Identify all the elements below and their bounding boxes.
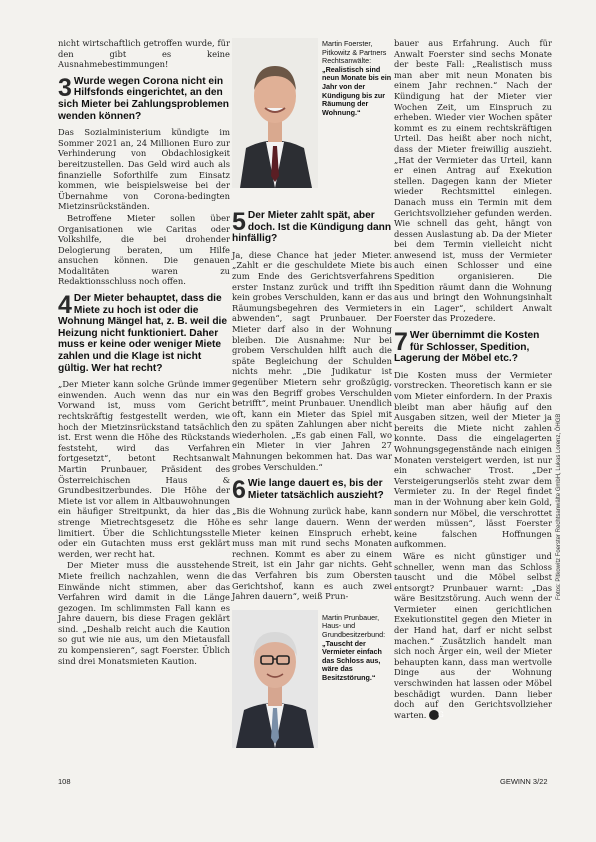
answer-6-paragraph: „Bis die Wohnung zurück habe, kann es sehr lange dauern. Wenn der Mieter keinen Einspruch erhebt, muss man mit rund sechs Monaten rechnen. Kommt es aber zu einem Streit, ist ein Jahr gar nichts. Geht das Verfahren bis zum Obersten Gerichtshof, kann es auch zwei Jahren dauern“, weiß Prun-	[232, 506, 392, 602]
foerster-caption	[322, 40, 392, 117]
foerster-caption-name: Martin Foerster, Pitkowitz & Partners Rechtsanwälte:	[322, 39, 387, 66]
answer-5-paragraph: Ja, diese Chance hat jeder Mieter. „Zahlt er die geschuldete Miete bis zum Ende des Gerichtsverfahrens erster Instanz zurück und trifft ihn kein grobes Verschulden, kann er das Räumungsbegehren des Vermieters abwenden“, sagt Prunbauer. Der Mieter darf also in der Wohnung bleiben. Die Ausnahme: Nur bei grobem Verschulden hilft auch die späte Begleichung der Schulden nichts mehr. „Die Judikatur ist gegenüber Mietern sehr großzügig, was den Begriff grobes Verschulden betrifft“, meint Prunbauer. Unendlich oft, kann ein Mieter das Spiel mit den zu späten Zahlungen aber nicht wiederholen. „Es gab einen Fall, wo ein Mieter in vier Jahren 27 Mahnungen bekommen hat. Das war grobes Verschulden.“	[232, 249, 392, 472]
question-3-text: Wurde wegen Corona nicht ein Hilfsfonds eingerichtet, an den sich Mieter bei Zahlungsproblemen wenden können?	[58, 75, 229, 122]
column-2	[232, 38, 392, 748]
question-5-text: Der Mieter zahlt spät, aber doch. Ist die Kündigung dann hinfällig?	[232, 210, 392, 245]
question-4-text: Der Mieter behauptet, dass die Miete zu hoch ist oder die Wohnung Mängel hat, z. B. weil die Heizung nicht funktioniert. Daher muss er keine oder weniger Miete zahlen und die Klage ist nicht gültig. Wer hat recht?	[58, 293, 228, 374]
photo-credit: Fotos: Pitkowitz Foerster Rechtsanwälte GmbH, Lukas Lorenz, ÖHGB	[556, 413, 562, 600]
prunbauer-caption-name: Martin Prunbauer, Haus- und Grundbesitzerbund:	[322, 612, 386, 639]
prunbauer-caption-quote: „Tauscht der Vermieter einfach das Schloss aus, wäre das Besitzstörung.“	[322, 638, 382, 682]
foerster-photo-box	[232, 38, 392, 188]
page-number: 108	[58, 777, 71, 786]
question-6-number: 6	[232, 476, 246, 505]
column-1	[58, 38, 230, 666]
question-3-number: 3	[58, 73, 72, 102]
answer-3-paragraph-1: Das Sozialministerium kündigte im Sommer 2021 an, 24 Millionen Euro zur Verhinderung von Obdachlosigkeit bereitzustellen. Das Geld wird auch als finanzielle Soforthilfe zum Einsatz kommen, wie beispielsweise bei der Übernahme von Corona-bedingten Mietzinsrückständen.	[58, 127, 230, 212]
answer-7-paragraph-2	[394, 551, 552, 721]
answer-7-paragraph-2-text: Wäre es nicht günstiger und schneller, wenn man das Schloss tauscht und die Möbel selbst entsorgt? Prunbauer warnt: „Das wäre Besitzstörung. Auch wenn der Vermieter einen gerichtlichen Exekutionstitel gegen den Mieter in der Hand hat, darf er nicht selbst machen.“ Zusätzlich handelt man sich noch Ärger ein, weil der Mieter behaupten kann, dass man wertvolle Dinge aus der Wohnung verschwinden hat lassen oder Möbel beschädigt wurden. Dann lieber doch auf den Gerichtsvollzieher warten.	[394, 550, 552, 720]
prunbauer-portrait	[232, 610, 318, 748]
intro-paragraph: nicht wirtschaftlich getroffen wurde, für den gibt es keine Ausnahmebestimmungen!	[58, 38, 230, 70]
question-6-text: Wie lange dauert es, bis der Mieter tatsächlich auszieht?	[247, 478, 384, 501]
question-7-number: 7	[394, 328, 408, 357]
question-5-heading	[232, 210, 392, 245]
end-mark-icon: G	[429, 710, 439, 720]
foerster-portrait	[232, 38, 318, 188]
answer-4-paragraph-1: „Der Mieter kann solche Gründe immer einwenden. Auch wenn das nur ein Vorwand ist, muss vom Gericht rechtskräftig festgestellt werden, wie hoch der Mietzinsrückstand tatsächlich ist. Erst wenn die Höhe des Rückstands feststeht, wird das Verfahren fortgesetzt“, betont Rechtsanwalt Martin Prunbauer, Präsident des Österreichischen Haus & Grundbesitzerbundes. Die Höhe der Miete ist vor allem in Altbauwohnungen ein häufiger Streitpunkt, da hier das strenge Mietrechtsgesetz die Höhe limitiert. Über die Schlichtungsstelle oder ein Gutachten muss erst geklärt werden, wer recht hat.	[58, 379, 230, 559]
magazine-issue: GEWINN 3/22	[500, 777, 548, 786]
question-3-heading	[58, 73, 230, 122]
prunbauer-portrait-image	[232, 610, 318, 748]
prunbauer-caption	[322, 614, 392, 683]
question-4-number: 4	[58, 291, 72, 320]
question-7-heading	[394, 330, 552, 365]
question-4-heading	[58, 293, 230, 374]
column-3	[394, 38, 552, 720]
question-6-heading	[232, 476, 392, 505]
foerster-caption-quote: „Realistisch sind neun Monate bis ein Jahr von der Kündigung bis zur Räumung der Wohnung.“	[322, 64, 392, 117]
answer-7-paragraph-1: Die Kosten muss der Vermieter vorstrecken. Theoretisch kann er sie vom Mieter einfordern. In der Praxis bleibt man aber häufig auf den Ausgaben sitzen, weil der Mieter ja bereits die Miete nicht zahlen konnte. Dass die eingelagerten Wohnungsgegenstände nach einigen Monaten versteigert werden, ist nur ein schwacher Trost. „Der Versteigerungserlös steht zwar dem Vermieter zu. In der Regel findet man in der Wohnung aber kein Gold, sondern nur Möbel, die verschrottet werden müssen“, lässt Foerster keine falschen Hoffnungen aufkommen.	[394, 369, 552, 550]
question-7-text: Wer übernimmt die Kosten für Schlosser, Spedition, Lagerung der Möbel etc.?	[394, 330, 540, 365]
foerster-portrait-image	[232, 38, 318, 188]
answer-6-continued-paragraph: bauer aus Erfahrung. Auch für Anwalt Foerster sind sechs Monate der beste Fall: „Realistisch muss man aber mit neun Monaten bis einem Jahr rechnen.“ Nach der Kündigung hat der Mieter vier Wochen Zeit, um Einspruch zu erheben. Wieder vier Wochen später kommt es zu einem rechtskräftigen Urteil. Das heißt aber noch nicht, dass der Mieter freiwillig auszieht. „Hat der Vermieter das Urteil, kann er einen Antrag auf Exekution stellen. Dagegen kann der Mieter wieder Rechtsmittel einlegen. Danach muss ein Termin mit dem Gerichtsvollzieher gefunden werden. Wie schnell das geht, hängt von dessen Auslastung ab. Da der Mieter bei dem Termin vielleicht nicht anwesend ist, muss der Vermieter auch einen Schlosser und eine Spedition organisieren. Die Spedition räumt dann die Wohnung aus und bringt den Wohnungsinhalt in ein Lager“, schildert Anwalt Foerster das Prozedere.	[394, 38, 552, 324]
answer-3-paragraph-2: Betroffene Mieter sollen über Organisationen wie Caritas oder Volkshilfe, die bei drohender Delogierung beraten, um Hilfe ansuchen können. Die genauen Modalitäten waren zu Redaktionsschluss noch offen.	[58, 212, 230, 287]
answer-4-paragraph-2: Der Mieter muss die ausstehende Miete freilich nachzahlen, wenn die Einwände nicht stimmen, aber das Verfahren wird damit in die Länge gezogen. Im schlimmsten Fall kann es Jahre dauern, bis diese Fragen geklärt sind. „Deshalb reicht auch die Kaution so gut wie nie aus, um den Mietausfall zu kompensieren“, sagt Foerster. Üblich sind drei Monatsmieten Kaution.	[58, 560, 230, 666]
prunbauer-photo-box	[232, 610, 392, 748]
question-5-number: 5	[232, 208, 246, 236]
